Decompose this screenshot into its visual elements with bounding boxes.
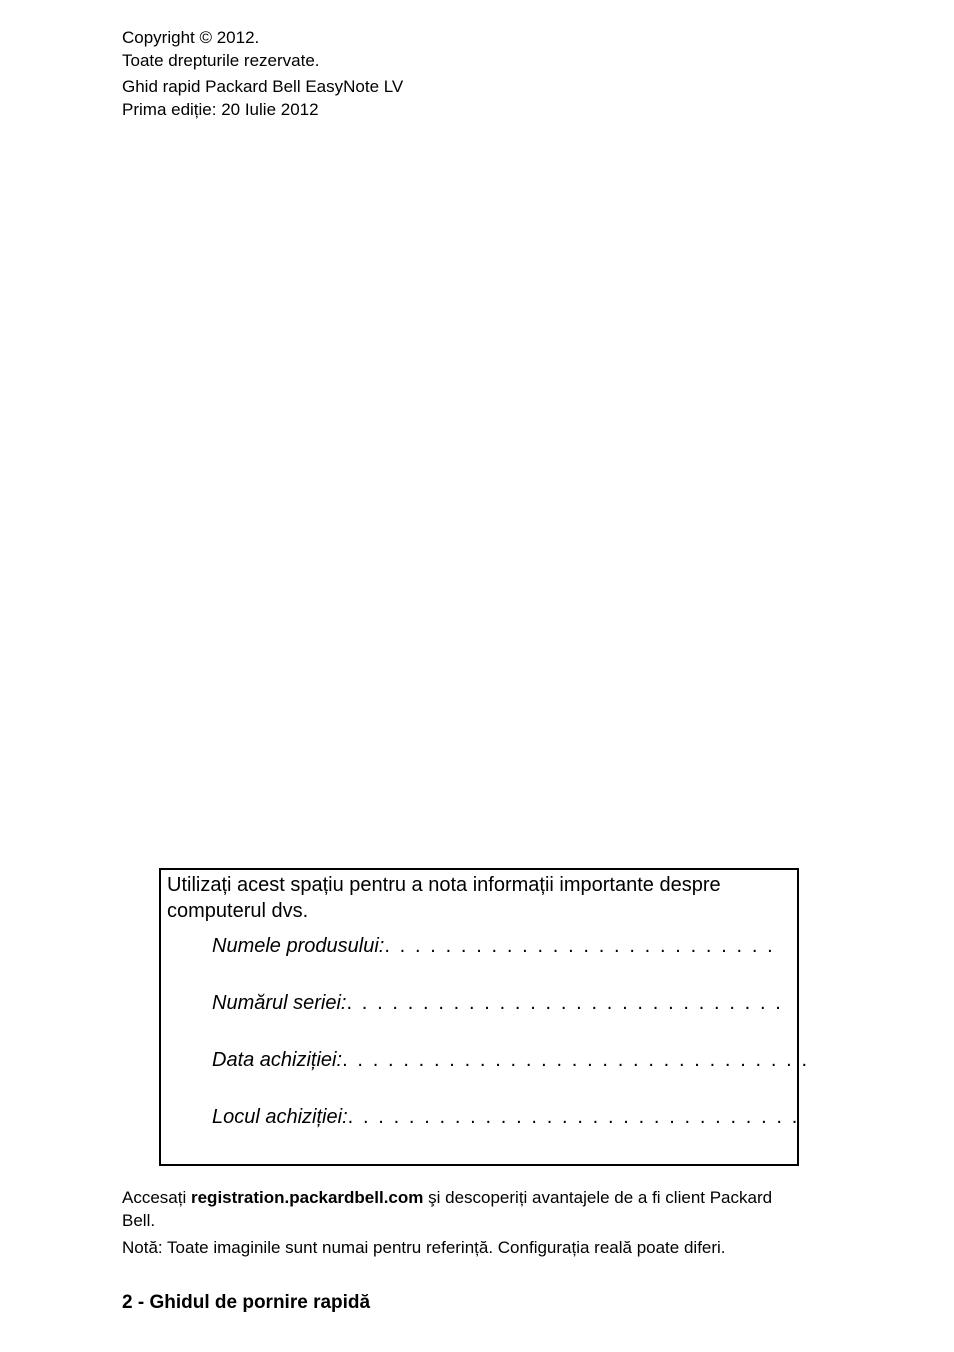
registration-link[interactable]: registration.packardbell.com — [190, 1188, 424, 1207]
copyright-line: Copyright © 2012. — [122, 28, 260, 47]
edition-line: Prima ediție: 20 Iulie 2012 — [122, 100, 319, 119]
registration-prefix: Accesați — [122, 1188, 191, 1207]
field-dot-leader: . . . . . . . . . . . . . . . . . . . . . . . . . . . . . . . — [342, 1049, 810, 1071]
field-label: Locul achiziției: — [212, 1106, 348, 1128]
field-purchase-place — [212, 1104, 800, 1130]
rights-line: Toate drepturile rezervate. — [122, 51, 320, 70]
registration-suffix: şi descoperiți avantajele de a fi client Packard Bell. — [122, 1188, 773, 1230]
page-footer: 2 - Ghidul de pornire rapidă — [122, 1292, 371, 1313]
field-label: Numele produsului: — [212, 935, 385, 957]
field-serial-number — [212, 990, 783, 1016]
image-disclaimer: Notă: Toate imaginile sunt numai pentru referință. Configurația reală poate diferi. — [122, 1238, 726, 1257]
field-label: Data achiziției: — [212, 1049, 343, 1071]
field-label: Numărul seriei: — [212, 992, 347, 1014]
field-dot-leader: . . . . . . . . . . . . . . . . . . . . . . . . . . . . . — [346, 992, 783, 1014]
guide-title: Ghid rapid Packard Bell EasyNote LV — [122, 77, 404, 96]
field-product-name — [212, 933, 775, 959]
copyright-block — [122, 26, 403, 121]
field-dot-leader: . . . . . . . . . . . . . . . . . . . . . . . . . . . . . . — [347, 1106, 800, 1128]
computer-info-box — [159, 868, 810, 1166]
footer-notes — [122, 1186, 802, 1259]
info-box-intro: Utilizați acest spațiu pentru a nota informații importante despre computerul dvs. — [167, 874, 721, 922]
registration-note — [122, 1186, 802, 1232]
field-purchase-date — [212, 1047, 810, 1073]
field-dot-leader: . . . . . . . . . . . . . . . . . . . . . . . . . . — [384, 935, 775, 957]
